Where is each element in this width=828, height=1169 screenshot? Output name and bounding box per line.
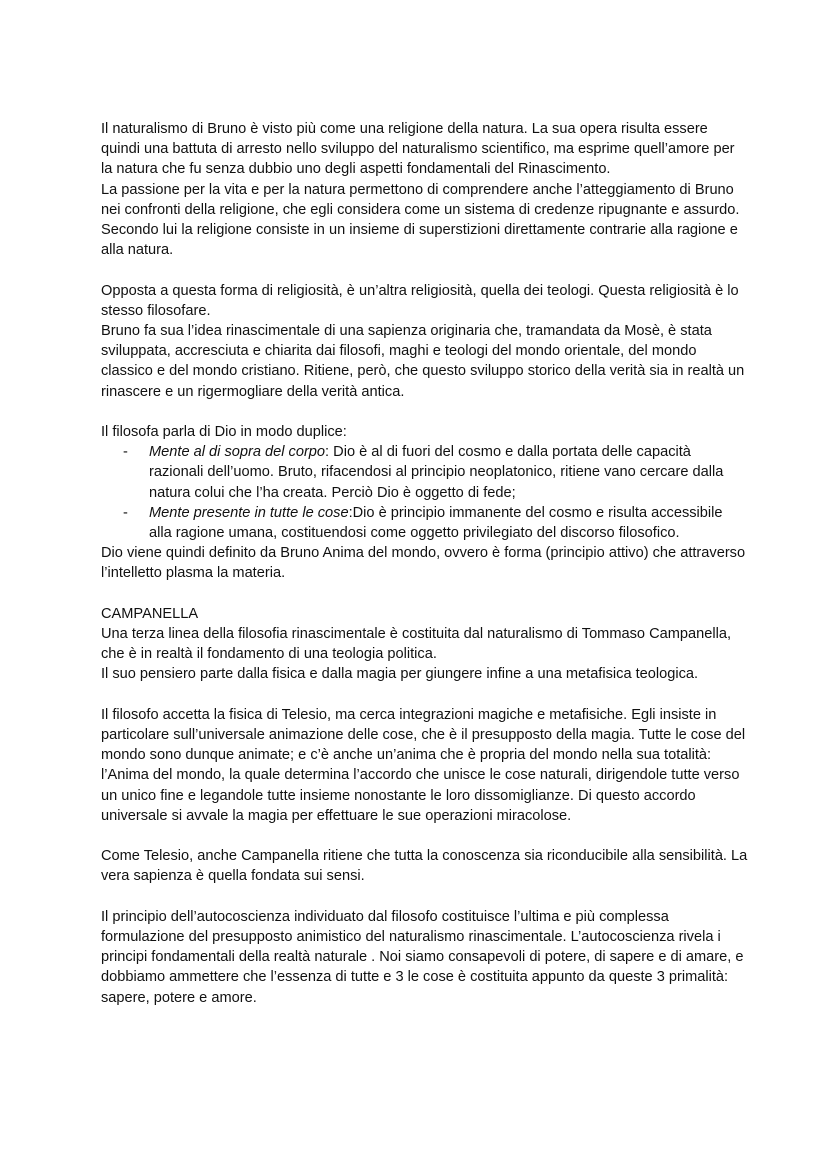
paragraph-spacer: [101, 887, 748, 907]
paragraph-pensiero: Il suo pensiero parte dalla fisica e dalla magia per giungere infine a una metafisica teologica.: [101, 666, 699, 683]
section-heading: CAMPANELLA: [101, 605, 199, 622]
paragraph-naturalismo-bruno: Il naturalismo di Bruno è visto più come una religione della natura. La sua opera risulta essere quindi una battuta di arresto nello sviluppo del naturalismo scientifico, ma esprime quell’amore per la natura che fu senza dubbio uno degli aspetti fondamentali del Rinascimento.: [101, 121, 735, 178]
bruno-section: [101, 119, 748, 584]
paragraph-autocoscienza: Il principio dell’autocoscienza individuato dal filosofo costituisce l’ultima e più complessa formulazione del presupposto animistico del naturalismo rinascimentale. L’autocoscienza rivela i principi fondamentali della realtà naturale . Noi siamo consapevoli di potere, di sapere e di amare, e dobbiamo ammettere che l’essenza di tutte e 3 le cose è costituita appunto da queste 3 primalità: sapere, potere e amore.: [101, 908, 744, 1006]
list-item: [149, 442, 748, 503]
list-item-term: Mente al di sopra del corpo: [149, 444, 326, 461]
paragraph-spacer: [101, 826, 748, 846]
paragraph-passione-vita: La passione per la vita e per la natura permettono di comprendere anche l’atteggiamento di Bruno nei confronti della religione, che egli considera come un sistema di credenze ripugnante e assurdo. Secondo lui la religione consiste in un insieme di superstizioni direttamente contrarie alla ragione e alla natura.: [101, 181, 740, 259]
list-item: [149, 503, 748, 543]
paragraph-spacer: [101, 260, 748, 280]
list-item-term: Mente presente in tutte le cose: [149, 504, 349, 521]
paragraph-spacer: [101, 402, 748, 422]
dio-modes-list: [101, 442, 748, 543]
paragraph-spacer: [101, 685, 748, 705]
paragraph-spacer: [101, 584, 748, 604]
paragraph-sapienza-originaria: Bruno fa sua l’idea rinascimentale di una sapienza originaria che, tramandata da Mosè, è stata sviluppata, accresciuta e chiarita dai filosofi, maghi e teologi del mondo orientale, del mondo classico e del mondo cristiano. Ritiene, però, che questo sviluppo storico della verità sia in realtà un rinascere e un rigermogliare della verità antica.: [101, 323, 745, 400]
paragraph-conoscenza-sensi: Come Telesio, anche Campanella ritiene che tutta la conoscenza sia riconducibile alla sensibilità. La vera sapienza è quella fondata sui sensi.: [101, 848, 748, 885]
list-item-text: :Dio è principio immanente del cosmo e risulta accessibile alla ragione umana, costituendosi come oggetto privilegiato del discorso filosofico.: [149, 504, 723, 542]
list-item-text: : Dio è al di fuori del cosmo e dalla portata delle capacità razionali dell’uomo. Bruto, rifacendosi al principio neoplatonico, ritiene vano cercare dalla natura colui che l’ha creata. Perciò Dio è oggetto di fede;: [149, 444, 724, 501]
paragraph-terza-linea: Una terza linea della filosofia rinascimentale è costituita dal naturalismo di Tommaso Campanella, che è in realtà il fondamento di una teologia politica.: [101, 626, 732, 663]
paragraph-fisica-telesio: Il filosofo accetta la fisica di Telesio, ma cerca integrazioni magiche e metafisiche. Egli insiste in particolare sull’universale animazione delle cose, che è il presupposto della magia. Tutte le cose del mondo sono dunque animate; e c’è anche un’anima che è propria del mondo nella sua totalità: l’Anima del mondo, la quale determina l’accordo che unisce le cose naturali, dirigendole tutte verso un unico fine e legandole tutte insieme nonostante le loro dissomiglianze. Di questo accordo universale si avvale la magia per effettuare le sue operazioni miracolose.: [101, 706, 746, 824]
campanella-section: [101, 604, 748, 1008]
paragraph-religiosita-teologi: Opposta a questa forma di religiosità, è un’altra religiosità, quella dei teologi. Questa religiosità è lo stesso filosofare.: [101, 282, 739, 319]
paragraph-dio-duplice: Il filosofa parla di Dio in modo duplice:: [101, 424, 347, 441]
paragraph-anima-del-mondo: Dio viene quindi definito da Bruno Anima del mondo, ovvero è forma (principio attivo) che attraverso l’intelletto plasma la materia.: [101, 545, 746, 582]
